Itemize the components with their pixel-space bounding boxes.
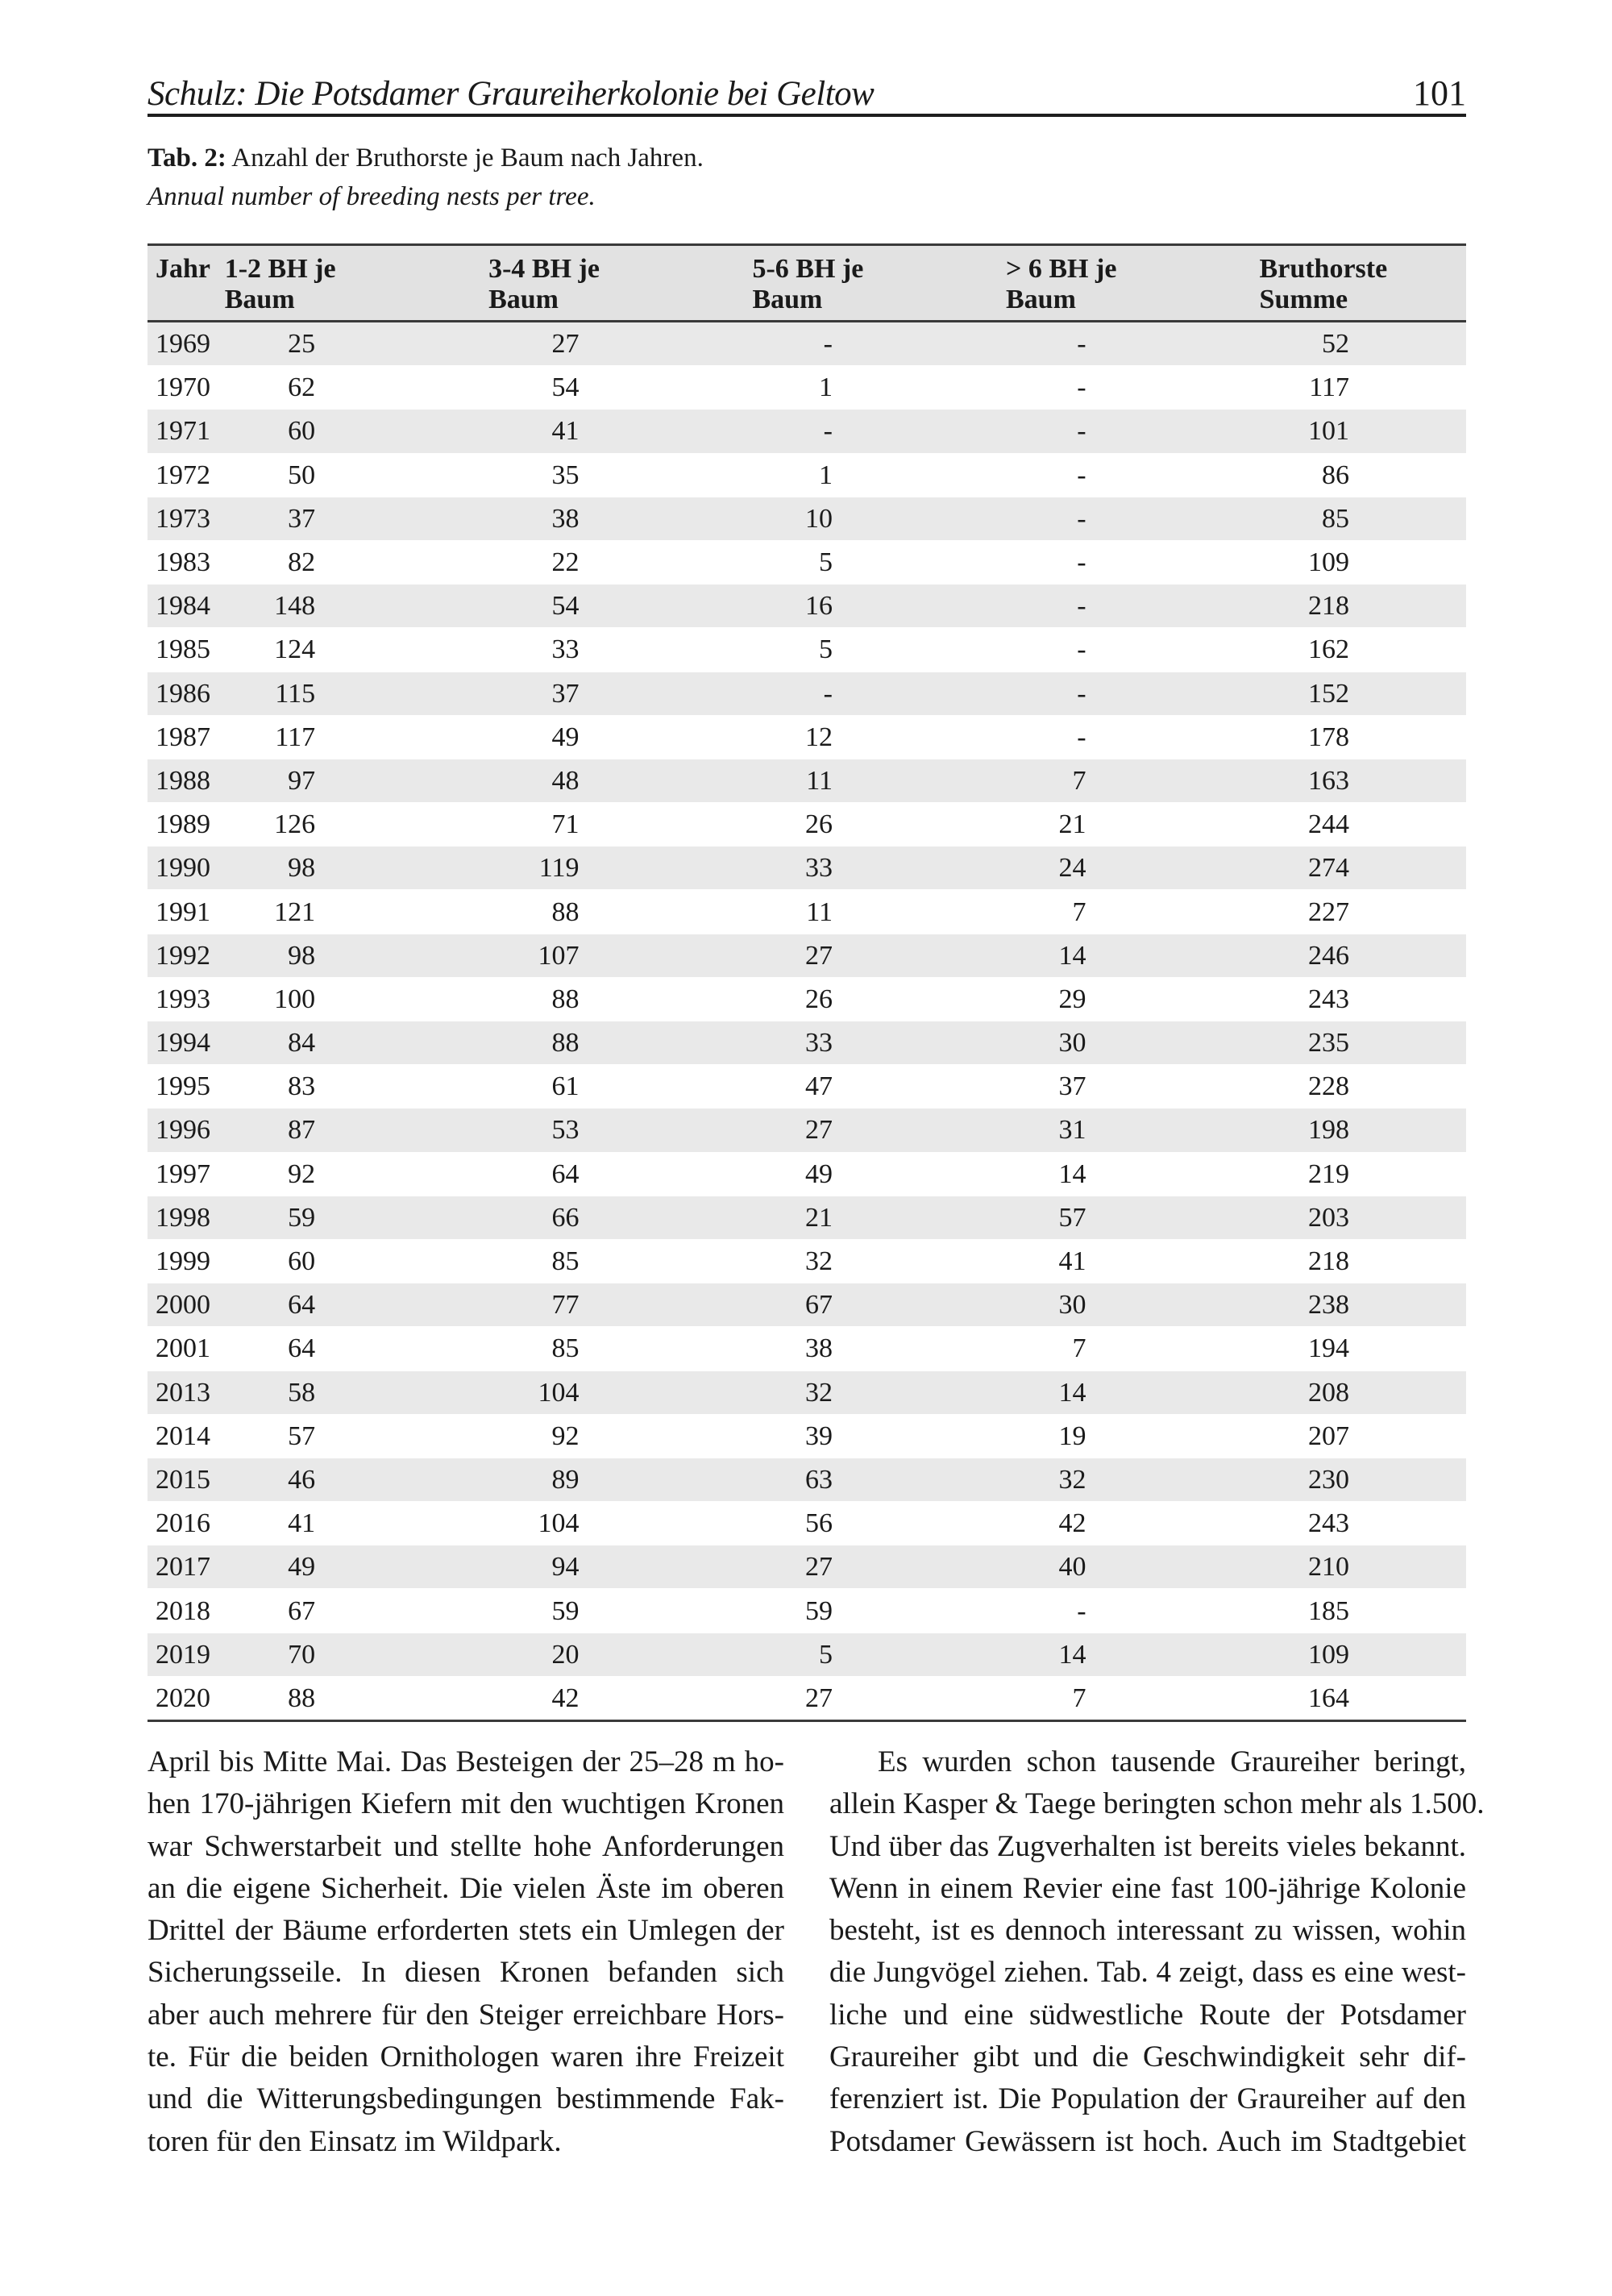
cell-year: 1983 <box>156 547 210 578</box>
cell-value: 7 <box>1072 1682 1086 1713</box>
cell-value: - <box>1077 678 1086 709</box>
cell-value: 246 <box>1308 940 1349 971</box>
page-number: 101 <box>1413 73 1466 113</box>
text-line: war Schwerstarbeit und stellte hohe Anforderungen <box>147 1829 784 1863</box>
cell-value: 49 <box>805 1158 833 1189</box>
nests-table <box>147 243 1466 1722</box>
text-line: Potsdamer Gewässern ist hoch. Auch im Stadtgebiet <box>829 2124 1466 2158</box>
cell-value: 21 <box>805 1202 833 1233</box>
running-title: Schulz: Die Potsdamer Graureiherkolonie bei Geltow <box>147 75 875 113</box>
header-rule <box>147 114 1466 117</box>
cell-value: 49 <box>551 722 580 752</box>
cell-value: 14 <box>1058 1639 1086 1670</box>
cell-value: - <box>823 329 833 360</box>
cell-value: 85 <box>551 1333 580 1364</box>
cell-value: 235 <box>1308 1028 1349 1059</box>
cell-year: 1973 <box>156 503 210 534</box>
caption-de <box>147 139 704 177</box>
cell-value: 88 <box>551 1028 580 1059</box>
cell-value: 42 <box>551 1682 580 1713</box>
cell-value: 38 <box>551 503 580 534</box>
cell-value: 115 <box>275 678 316 709</box>
cell-year: 1992 <box>156 940 210 971</box>
cell-value: 32 <box>805 1246 833 1277</box>
cell-value: 56 <box>805 1508 833 1539</box>
caption-label: Tab. 2: <box>147 144 226 173</box>
cell-value: 243 <box>1308 984 1349 1014</box>
cell-value: 85 <box>1322 503 1349 534</box>
cell-year: 1972 <box>156 460 210 490</box>
cell-value: 82 <box>288 547 316 578</box>
cell-value: 37 <box>1058 1071 1086 1102</box>
cell-year: 2000 <box>156 1290 210 1321</box>
cell-value: 88 <box>551 896 580 927</box>
cell-value: - <box>1077 634 1086 665</box>
cell-value: 27 <box>805 1682 833 1713</box>
cell-value: 24 <box>1058 853 1086 884</box>
cell-year: 2020 <box>156 1682 210 1713</box>
table-row <box>147 628 1466 672</box>
cell-value: 30 <box>1058 1290 1086 1321</box>
cell-value: 109 <box>1308 1639 1349 1670</box>
cell-year: 2017 <box>156 1552 210 1583</box>
cell-value: 7 <box>1072 896 1086 927</box>
cell-value: 88 <box>551 984 580 1014</box>
cell-value: 64 <box>288 1290 316 1321</box>
cell-year: 1988 <box>156 765 210 796</box>
cell-value: 40 <box>1058 1552 1086 1583</box>
cell-value: 64 <box>288 1333 316 1364</box>
table-row <box>147 1065 1466 1108</box>
table-row <box>147 672 1466 715</box>
cell-year: 1986 <box>156 678 210 709</box>
table-row <box>147 410 1466 453</box>
cell-year: 2014 <box>156 1420 210 1451</box>
table-row <box>147 1283 1466 1327</box>
cell-value: 164 <box>1308 1682 1349 1713</box>
cell-value: 84 <box>288 1028 316 1059</box>
cell-value: 59 <box>551 1595 580 1626</box>
cell-year: 1993 <box>156 984 210 1014</box>
cell-value: 88 <box>288 1682 316 1713</box>
cell-value: - <box>1077 460 1086 490</box>
text-line: Drittel der Bäume erforderten stets ein Umlegen der <box>147 1914 784 1948</box>
caption-title-de: Anzahl der Bruthorste je Baum nach Jahren. <box>231 144 704 173</box>
cell-value: 11 <box>806 765 833 796</box>
cell-value: 98 <box>288 853 316 884</box>
cell-value: 219 <box>1308 1158 1349 1189</box>
text-line: allein Kasper & Taege beringten schon mehr als 1.500. <box>829 1787 1485 1821</box>
text-line: Und über das Zugverhalten ist bereits vieles bekannt. <box>829 1829 1466 1863</box>
cell-value: 126 <box>274 809 316 840</box>
cell-value: 203 <box>1308 1202 1349 1233</box>
cell-value: 185 <box>1308 1595 1349 1626</box>
cell-value: - <box>1077 547 1086 578</box>
text-line: te. Für die beiden Ornithologen waren ihre Freizeit <box>147 2040 784 2074</box>
cell-value: 148 <box>274 591 316 622</box>
text-line: toren für den Einsatz im Wildpark. <box>147 2124 562 2158</box>
cell-value: 29 <box>1058 984 1086 1014</box>
cell-value: 19 <box>1058 1420 1086 1451</box>
cell-value: 178 <box>1308 722 1349 752</box>
cell-year: 1969 <box>156 329 210 360</box>
body-column-right <box>829 1741 1485 2163</box>
cell-value: 163 <box>1308 765 1349 796</box>
text-line: Wenn in einem Revier eine fast 100-jährige Kolonie <box>829 1871 1466 1905</box>
cell-value: 244 <box>1308 809 1349 840</box>
col-header-5-6: 5-6 BH je Baum <box>752 254 864 314</box>
cell-value: 198 <box>1308 1115 1349 1146</box>
cell-value: 27 <box>805 1552 833 1583</box>
cell-value: 7 <box>1072 765 1086 796</box>
table-row <box>147 1502 1466 1545</box>
table-row <box>147 977 1466 1021</box>
cell-value: 7 <box>1072 1333 1086 1364</box>
table-row <box>147 803 1466 846</box>
cell-value: 218 <box>1308 1246 1349 1277</box>
text-line: Sicherungsseile. In diesen Kronen befanden sich <box>147 1956 784 1990</box>
cell-value: 238 <box>1308 1290 1349 1321</box>
cell-value: 46 <box>288 1464 316 1495</box>
cell-value: 31 <box>1058 1115 1086 1146</box>
cell-value: 54 <box>551 591 580 622</box>
cell-value: 27 <box>805 940 833 971</box>
cell-value: 59 <box>805 1595 833 1626</box>
cell-value: 100 <box>274 984 316 1014</box>
cell-year: 1995 <box>156 1071 210 1102</box>
cell-value: 87 <box>288 1115 316 1146</box>
table-row <box>147 1676 1466 1720</box>
cell-value: 63 <box>805 1464 833 1495</box>
cell-value: 58 <box>288 1377 316 1408</box>
cell-value: - <box>1077 416 1086 447</box>
cell-value: 42 <box>1058 1508 1086 1539</box>
cell-year: 1970 <box>156 372 210 403</box>
cell-value: 1 <box>819 460 833 490</box>
text-line: besteht, ist es dennoch interessant zu wissen, wohin <box>829 1914 1466 1948</box>
cell-value: 101 <box>1308 416 1349 447</box>
cell-value: 230 <box>1308 1464 1349 1495</box>
table-row <box>147 584 1466 628</box>
cell-year: 1991 <box>156 896 210 927</box>
table-row <box>147 1152 1466 1196</box>
table-caption <box>147 139 704 216</box>
table-body <box>147 322 1466 1721</box>
cell-value: 35 <box>551 460 580 490</box>
col-header-gt6: > 6 BH je Baum <box>1006 254 1117 314</box>
cell-value: 1 <box>819 372 833 403</box>
cell-year: 1989 <box>156 809 210 840</box>
cell-value: 12 <box>805 722 833 752</box>
table-row <box>147 1327 1466 1371</box>
cell-value: 27 <box>805 1115 833 1146</box>
cell-value: 27 <box>551 329 580 360</box>
cell-value: 218 <box>1308 591 1349 622</box>
cell-value: - <box>823 678 833 709</box>
table-row <box>147 497 1466 540</box>
cell-value: - <box>1077 329 1086 360</box>
cell-value: - <box>823 416 833 447</box>
cell-year: 1971 <box>156 416 210 447</box>
text-line: Es wurden schon tausende Graureiher beringt, <box>878 1745 1466 1778</box>
cell-value: - <box>1077 372 1086 403</box>
table-row <box>147 1633 1466 1676</box>
text-line: April bis Mitte Mai. Das Besteigen der 25–28 m ho- <box>147 1745 784 1778</box>
cell-value: - <box>1077 1595 1086 1626</box>
cell-value: 194 <box>1308 1333 1349 1364</box>
table-row <box>147 1108 1466 1152</box>
cell-value: 117 <box>275 722 316 752</box>
cell-value: 60 <box>288 1246 316 1277</box>
cell-value: 11 <box>806 896 833 927</box>
text-line: ferenziert ist. Die Population der Graureiher auf den <box>829 2082 1466 2116</box>
cell-value: 67 <box>805 1290 833 1321</box>
text-line: an die eigene Sicherheit. Die vielen Äste im oberen <box>147 1871 784 1905</box>
cell-value: 26 <box>805 809 833 840</box>
cell-year: 1999 <box>156 1246 210 1277</box>
cell-value: 49 <box>288 1552 316 1583</box>
cell-value: 98 <box>288 940 316 971</box>
cell-value: 20 <box>551 1639 580 1670</box>
cell-value: 10 <box>805 503 833 534</box>
cell-value: 33 <box>805 853 833 884</box>
cell-value: 97 <box>288 765 316 796</box>
cell-year: 1984 <box>156 591 210 622</box>
col-header-total: Bruthorste Summe <box>1259 254 1388 314</box>
cell-value: 104 <box>538 1377 580 1408</box>
table-row <box>147 1239 1466 1283</box>
cell-value: 104 <box>538 1508 580 1539</box>
table-header <box>147 245 1466 322</box>
table-row <box>147 759 1466 802</box>
cell-value: 25 <box>288 329 316 360</box>
table-row <box>147 1196 1466 1239</box>
cell-value: 5 <box>819 634 833 665</box>
cell-value: 54 <box>551 372 580 403</box>
cell-year: 2018 <box>156 1595 210 1626</box>
cell-value: 89 <box>551 1464 580 1495</box>
cell-year: 1990 <box>156 853 210 884</box>
cell-value: 32 <box>1058 1464 1086 1495</box>
cell-value: 50 <box>288 460 316 490</box>
cell-value: 33 <box>551 634 580 665</box>
table-row <box>147 366 1466 410</box>
col-header-3-4: 3-4 BH je Baum <box>488 254 600 314</box>
table-row <box>147 1589 1466 1633</box>
cell-year: 2015 <box>156 1464 210 1495</box>
cell-value: 30 <box>1058 1028 1086 1059</box>
cell-value: - <box>1077 591 1086 622</box>
cell-value: 14 <box>1058 940 1086 971</box>
cell-value: 162 <box>1308 634 1349 665</box>
cell-value: 152 <box>1308 678 1349 709</box>
cell-value: 33 <box>805 1028 833 1059</box>
text-line: die Jungvögel ziehen. Tab. 4 zeigt, dass es eine west- <box>829 1956 1466 1990</box>
cell-value: 5 <box>819 1639 833 1670</box>
cell-value: 119 <box>538 853 580 884</box>
cell-value: 274 <box>1308 853 1349 884</box>
cell-value: 41 <box>551 416 580 447</box>
text-line: Graureiher gibt und die Geschwindigkeit sehr dif- <box>829 2040 1466 2074</box>
cell-value: 86 <box>1322 460 1349 490</box>
cell-year: 1987 <box>156 722 210 752</box>
cell-year: 1997 <box>156 1158 210 1189</box>
cell-year: 2019 <box>156 1639 210 1670</box>
cell-year: 1994 <box>156 1028 210 1059</box>
cell-value: 121 <box>274 896 316 927</box>
caption-title-en: Annual number of breeding nests per tree. <box>147 182 596 211</box>
table-row <box>147 322 1466 366</box>
cell-value: 85 <box>551 1246 580 1277</box>
table-row <box>147 1458 1466 1501</box>
cell-value: 53 <box>551 1115 580 1146</box>
cell-value: 92 <box>551 1420 580 1451</box>
cell-value: 32 <box>805 1377 833 1408</box>
cell-value: 41 <box>288 1508 316 1539</box>
text-line: hen 170-jährigen Kiefern mit den wuchtigen Kronen <box>147 1787 784 1821</box>
cell-value: 48 <box>551 765 580 796</box>
cell-value: 64 <box>551 1158 580 1189</box>
cell-year: 2001 <box>156 1333 210 1364</box>
table-row <box>147 1021 1466 1065</box>
cell-value: 67 <box>288 1595 316 1626</box>
cell-value: 62 <box>288 372 316 403</box>
text-line: liche und eine südwestliche Route der Potsdamer <box>829 1998 1466 2032</box>
cell-value: 47 <box>805 1071 833 1102</box>
running-head <box>147 63 1466 111</box>
cell-year: 2016 <box>156 1508 210 1539</box>
cell-value: 228 <box>1308 1071 1349 1102</box>
cell-value: 92 <box>288 1158 316 1189</box>
cell-value: 60 <box>288 416 316 447</box>
cell-value: 109 <box>1308 547 1349 578</box>
col-header-1-2: 1-2 BH je Baum <box>224 254 336 314</box>
table-row <box>147 1545 1466 1589</box>
cell-value: 39 <box>805 1420 833 1451</box>
cell-value: 107 <box>538 940 580 971</box>
cell-value: 52 <box>1322 329 1349 360</box>
cell-value: 77 <box>551 1290 580 1321</box>
table-row <box>147 890 1466 934</box>
table-row <box>147 453 1466 497</box>
cell-value: 117 <box>1309 372 1349 403</box>
cell-value: 210 <box>1308 1552 1349 1583</box>
cell-value: 26 <box>805 984 833 1014</box>
cell-year: 1998 <box>156 1202 210 1233</box>
cell-value: - <box>1077 503 1086 534</box>
table-row <box>147 540 1466 584</box>
table-row <box>147 934 1466 977</box>
cell-value: 83 <box>288 1071 316 1102</box>
cell-value: 70 <box>288 1639 316 1670</box>
cell-value: 14 <box>1058 1377 1086 1408</box>
cell-value: 124 <box>274 634 316 665</box>
cell-value: 227 <box>1308 896 1349 927</box>
table-row <box>147 1414 1466 1458</box>
cell-value: 5 <box>819 547 833 578</box>
cell-year: 1996 <box>156 1115 210 1146</box>
cell-value: 59 <box>288 1202 316 1233</box>
cell-value: 41 <box>1058 1246 1086 1277</box>
cell-value: 61 <box>551 1071 580 1102</box>
cell-value: 243 <box>1308 1508 1349 1539</box>
cell-value: 208 <box>1308 1377 1349 1408</box>
cell-value: 37 <box>288 503 316 534</box>
table-row <box>147 1371 1466 1414</box>
cell-value: - <box>1077 722 1086 752</box>
cell-value: 22 <box>551 547 580 578</box>
cell-value: 66 <box>551 1202 580 1233</box>
text-line: aber auch mehrere für den Steiger erreichbare Hors- <box>147 1998 784 2032</box>
col-header-year: Jahr <box>156 254 210 284</box>
cell-year: 2013 <box>156 1377 210 1408</box>
cell-year: 1985 <box>156 634 210 665</box>
cell-value: 57 <box>1058 1202 1086 1233</box>
cell-value: 16 <box>805 591 833 622</box>
cell-value: 37 <box>551 678 580 709</box>
body-column-left <box>147 1741 784 2163</box>
cell-value: 57 <box>288 1420 316 1451</box>
cell-value: 207 <box>1308 1420 1349 1451</box>
table-row <box>147 846 1466 890</box>
cell-value: 71 <box>551 809 580 840</box>
cell-value: 94 <box>551 1552 580 1583</box>
text-line: und die Witterungsbedingungen bestimmende Fak- <box>147 2082 784 2116</box>
table-row <box>147 715 1466 759</box>
cell-value: 38 <box>805 1333 833 1364</box>
cell-value: 14 <box>1058 1158 1086 1189</box>
cell-value: 21 <box>1058 809 1086 840</box>
